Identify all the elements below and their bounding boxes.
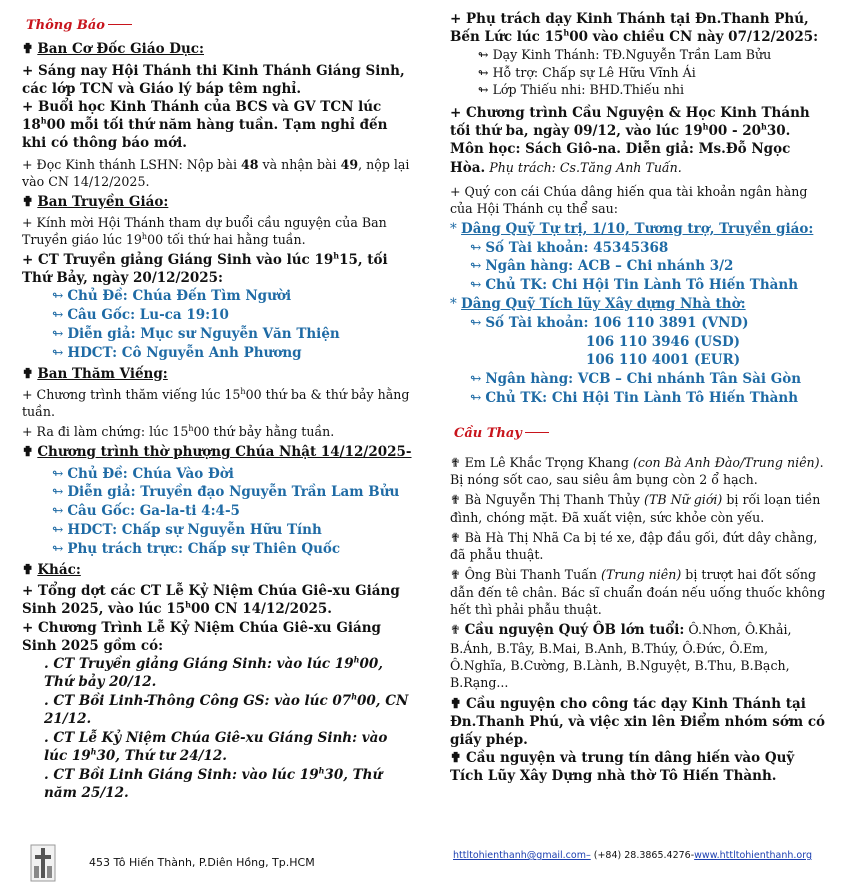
text: . CT Bồi Linh-Thông Công GS: vào lúc 07 (44, 692, 352, 709)
list-item (22, 692, 415, 729)
text: 49 (340, 156, 359, 172)
email-link[interactable]: httltohienthanh@gmail.com– (453, 850, 591, 861)
text: Chủ Đề: Chúa Đến Tìm Người (67, 288, 292, 305)
church-logo-icon (30, 844, 56, 882)
text: 00 thứ bảy hằng tuần. (193, 424, 335, 440)
text: + Tổng dợt các CT Lễ Kỷ Niệm Chúa Giê-xu Giáng Sinh 2025, vào lúc 15 (22, 583, 400, 618)
paragraph: + Chương Trình Lễ Kỷ Niệm Chúa Giê-xu Giáng Sinh 2025 gồm có: (22, 619, 381, 654)
cross-icon: ✟ (22, 193, 34, 210)
text: 00, Thứ bảy 20/12. (44, 655, 383, 691)
arrow-hook-icon: ↬ (470, 239, 482, 256)
cross-icon: ✟ (450, 567, 465, 583)
text: . CT Lễ Kỷ Niệm Chúa Giê-xu Giáng Sinh: vào lúc 19 (44, 729, 388, 765)
list-item (450, 276, 828, 295)
text: 00 tối thứ hai hằng tuần. (147, 232, 306, 248)
text: và nhận bài (258, 156, 341, 172)
text: Bà Nguyễn Thị Thanh Thủy (464, 492, 645, 508)
list-item (450, 46, 828, 64)
text: Cầu nguyện Quý ÔB lớn tuổi: (464, 622, 685, 639)
sup: h (90, 746, 97, 757)
list-item (22, 465, 415, 484)
list-item (22, 325, 415, 344)
left-column (22, 0, 415, 803)
text: HDCT: Chấp sự Nguyễn Hữu Tính (67, 522, 322, 538)
arrow-hook-icon: ↬ (52, 522, 64, 538)
sup: h (353, 654, 360, 665)
text: 00 - 20 (708, 123, 762, 140)
text: 48 (240, 156, 259, 172)
text: 00 CN 14/12/2025. (190, 601, 332, 618)
arrow-hook-icon: ↬ (52, 307, 64, 324)
arrow-hook-icon: ↬ (478, 82, 489, 98)
arrow-hook-icon: ↬ (52, 344, 64, 361)
prayer-item (450, 529, 828, 564)
text: Bà Hà Thị Nhã Ca bị té xe, đập đầu gối, đứt dây chằng, đã phẫu thuật. (450, 529, 818, 563)
list-item (22, 483, 415, 502)
sup: h (188, 423, 194, 433)
arrow-hook-icon: ↬ (470, 371, 482, 388)
text: Cầu nguyện cho công tác dạy Kinh Thánh tại Đn.Thanh Phú, và việc xin lên Điểm nhóm sớm có giấy phép. (450, 695, 826, 748)
announcement-title (26, 14, 415, 36)
text: 15, tối Thứ Bảy, ngày 20/12/2025: (22, 252, 388, 287)
section-heading-evangelism (22, 193, 415, 212)
paragraph (22, 386, 415, 420)
cross-icon: ✟ (22, 561, 34, 578)
cross-icon: ✟ (22, 365, 34, 382)
list-item: 106 110 3946 (USD) (586, 333, 741, 350)
prayer-item (450, 695, 828, 750)
section-heading-visitation (22, 365, 415, 384)
text: Ngân hàng: ACB – Chi nhánh 3/2 (485, 258, 734, 275)
text: . CT Truyền giảng Giáng Sinh: vào lúc 19 (44, 655, 354, 672)
footer (0, 838, 842, 888)
text: Dạy Kinh Thánh: TĐ.Nguyễn Trần Lam Bửu (492, 47, 772, 63)
sup: h (141, 231, 148, 241)
text: Cầu nguyện và trung tín dâng hiến vào Quỹ Tích Lũy Xây Dựng nhà thờ Tô Hiến Thành. (450, 750, 795, 785)
prayer-item (450, 566, 828, 618)
footer-address: 453 Tô Hiến Thành, P.Diên Hồng, Tp.HCM (89, 856, 315, 869)
prayer-title (454, 422, 828, 444)
list-item (450, 370, 828, 389)
text: (TB Nữ giới) (644, 492, 723, 508)
asterisk-icon: * (450, 220, 462, 237)
paragraph (22, 423, 415, 440)
text: Diễn giả: Mục sư Nguyễn Văn Thiện (67, 326, 340, 343)
list-item (22, 655, 415, 692)
text: Dâng Quỹ Tự trị, 1/10, Tương trợ, Truyền giáo: (461, 220, 814, 237)
text: Diễn giả: Truyền đạo Nguyễn Trần Lam Bửu (67, 484, 400, 501)
heading-text: Khác: (37, 561, 81, 578)
text: Số Tài khoản: 106 110 3891 (VND) (485, 314, 749, 331)
list-item (450, 239, 828, 258)
text: bị rối loạn tiền đình, chóng mặt. Đã xuất viện, sức khỏe còn yếu. (450, 492, 821, 525)
list-item (22, 521, 415, 540)
cross-icon: ✟ (22, 444, 34, 461)
text: + Ra đi làm chứng: lúc 15 (22, 424, 189, 440)
text: 30. Môn học: Sách Giô-na. Diễn giả: Ms.Đỗ Ngọc Hòa. (450, 123, 791, 176)
arrow-hook-icon: ↬ (52, 484, 64, 501)
text: bị trượt hai đốt sống dẫn đến tê chân. Bác sĩ chuẩn đoán nếu uống thuốc không hết thì phải phẫu thuật. (450, 567, 826, 618)
sup: h (702, 121, 709, 132)
arrow-hook-icon: ↬ (52, 465, 64, 482)
heading-text: Ban Truyền Giáo: (37, 193, 169, 210)
text: Chủ TK: Chi Hội Tin Lành Tô Hiến Thành (485, 277, 799, 294)
list-item (22, 766, 415, 803)
website-link[interactable]: www.httltohienthanh.org (694, 850, 812, 861)
text: + Đọc Kinh thánh LSHN: Nộp bài (22, 156, 241, 172)
text: + Buổi học Kinh Thánh của BCS và GV TCN lúc 18 (22, 98, 382, 134)
section-heading-education (22, 40, 415, 59)
arrow-hook-icon: ↬ (52, 503, 64, 520)
bank-group-title (450, 295, 828, 314)
cross-icon: ✟ (450, 454, 465, 470)
heading-text: Chương trình thờ phượng Chúa Nhật 14/12/2025- (37, 444, 412, 461)
paragraph: + Quý con cái Chúa dâng hiến qua tài khoản ngân hàng của Hội Thánh cụ thể sau: (450, 183, 808, 216)
text: . Bị nóng sốt cao, sau siêu âm bụng còn 2 ổ hạch. (450, 454, 824, 487)
arrow-hook-icon: ↬ (478, 47, 489, 63)
paragraph (22, 214, 415, 248)
text: 30, Thứ năm 25/12. (44, 766, 383, 802)
phone-text: (+84) 28.3865.4276- (590, 850, 695, 861)
cross-icon: ✟ (450, 492, 465, 508)
text: Hỗ trợ: Chấp sự Lê Hữu Vĩnh Ái (492, 64, 696, 80)
text: + CT Truyền giảng Giáng Sinh vào lúc 19 (22, 252, 334, 269)
text: + Chương trình thăm viếng lúc 15 (22, 387, 241, 403)
list-item (22, 344, 415, 363)
text: 00, CN 21/12. (44, 692, 409, 728)
cross-icon: ✟ (450, 529, 465, 545)
text: Số Tài khoản: 45345368 (485, 239, 669, 256)
text: Câu Gốc: Lu-ca 19:10 (67, 307, 229, 324)
prayer-item (450, 621, 828, 691)
bank-group-title (450, 220, 828, 239)
paragraph (22, 582, 415, 618)
asterisk-icon: * (450, 295, 462, 312)
paragraph (22, 251, 415, 287)
cross-icon: ✟ (450, 622, 465, 638)
arrow-hook-icon: ↬ (478, 64, 489, 80)
arrow-hook-icon: ↬ (470, 389, 482, 406)
list-item (22, 540, 415, 559)
announcement-title-text: Thông Báo (26, 18, 105, 33)
list-item (450, 389, 828, 408)
paragraph (22, 98, 415, 153)
sup: h (333, 250, 340, 261)
prayer-item (450, 454, 828, 489)
arrow-hook-icon: ↬ (470, 277, 482, 294)
arrow-hook-icon: ↬ (52, 288, 64, 305)
cross-icon: ✟ (22, 41, 34, 57)
sup: h (563, 27, 570, 38)
text: 30, Thứ tư 24/12. (96, 748, 228, 765)
prayer-title-text: Cầu Thay (454, 425, 522, 441)
text: + Kính mời Hội Thánh tham dự buổi cầu nguyện của Ban Truyền giáo lúc 19 (22, 215, 387, 248)
sup: h (240, 386, 246, 396)
text: Phụ trách trực: Chấp sự Thiên Quốc (67, 540, 341, 557)
text: Dâng Quỹ Tích lũy Xây dựng Nhà thờ: (461, 295, 746, 312)
list-item (22, 502, 415, 521)
text: Ngân hàng: VCB – Chi nhánh Tân Sài Gòn (485, 371, 802, 388)
text: (Trung niên) (601, 567, 682, 583)
list-item (450, 314, 828, 333)
arrow-hook-icon: ↬ (52, 540, 64, 557)
text: Chủ Đề: Chúa Vào Đời (67, 465, 234, 482)
heading-text: Ban Cơ Đốc Giáo Dục: (37, 41, 204, 57)
section-heading-worship (22, 443, 415, 462)
text: . CT Bồi Linh Giáng Sinh: vào lúc 19 (44, 766, 319, 783)
text: Em Lê Khắc Trọng Khang (464, 454, 633, 470)
section-heading-other (22, 561, 415, 580)
text: + Chương trình Cầu Nguyện & Học Kinh Thánh tối thứ ba, ngày 09/12, vào lúc 19 (450, 104, 810, 140)
arrow-hook-icon: ↬ (52, 326, 64, 343)
text: 00 thứ ba & thứ bảy hằng tuần. (22, 387, 410, 420)
sup: h (185, 599, 191, 610)
text: Lớp Thiếu nhi: BHD.Thiếu nhi (492, 82, 685, 98)
text: Chủ TK: Chi Hội Tin Lành Tô Hiến Thành (485, 389, 799, 406)
list-item (22, 729, 415, 766)
text: HDCT: Cô Nguyễn Anh Phương (67, 344, 302, 361)
arrow-hook-icon: ↬ (470, 258, 482, 275)
list-item (22, 287, 415, 306)
heading-text: Ban Thăm Viếng: (37, 365, 168, 382)
text: Phụ trách: Cs.Tăng Anh Tuấn. (485, 159, 682, 175)
text: Ô.Nhơn, Ô.Khải, B.Ánh, B.Tây, B.Mai, B.Anh, B.Thúy, Ô.Đức, Ô.Em, Ô.Nghĩa, B.Cường, B.Lành, B.Nguyệt, B.Thu, B.Bạch, B.Rạng... (450, 622, 792, 691)
list-item (450, 64, 828, 82)
text: 00 mỗi tối thứ năm hàng tuần. Tạm nghỉ đến khi có thông báo mới. (22, 117, 388, 152)
sup: h (351, 691, 358, 702)
paragraph (450, 10, 828, 46)
sup: h (761, 121, 767, 132)
arrow-hook-icon: ↬ (470, 314, 482, 331)
prayer-item (450, 749, 828, 785)
sup: h (318, 765, 325, 776)
paragraph (450, 104, 828, 177)
text: 00 vào chiều CN này 07/12/2025: (569, 29, 819, 46)
list-item (22, 306, 415, 325)
prayer-item (450, 491, 828, 526)
text: Câu Gốc: Ga-la-ti 4:4-5 (67, 503, 240, 520)
paragraph: + Sáng nay Hội Thánh thi Kinh Thánh Giáng Sinh, các lớp TCN và Giáo lý báp têm nghỉ. (22, 62, 405, 97)
sup: h (40, 115, 47, 126)
footer-contact (453, 850, 812, 861)
right-column (450, 10, 828, 786)
text: Ông Bùi Thanh Tuấn (464, 567, 602, 583)
cross-icon: ✟ (450, 750, 467, 767)
list-item (450, 257, 828, 276)
cross-icon: ✟ (450, 695, 467, 712)
text: + Phụ trách dạy Kinh Thánh tại Đn.Thanh Phú, Bến Lức lúc 15 (450, 11, 809, 46)
list-item (450, 81, 828, 99)
text: , nộp lại vào CN 14/12/2025. (22, 156, 410, 189)
text: (con Bà Anh Đào/Trung niên) (633, 454, 820, 470)
list-item: 106 110 4001 (EUR) (586, 352, 741, 369)
paragraph (22, 156, 415, 190)
